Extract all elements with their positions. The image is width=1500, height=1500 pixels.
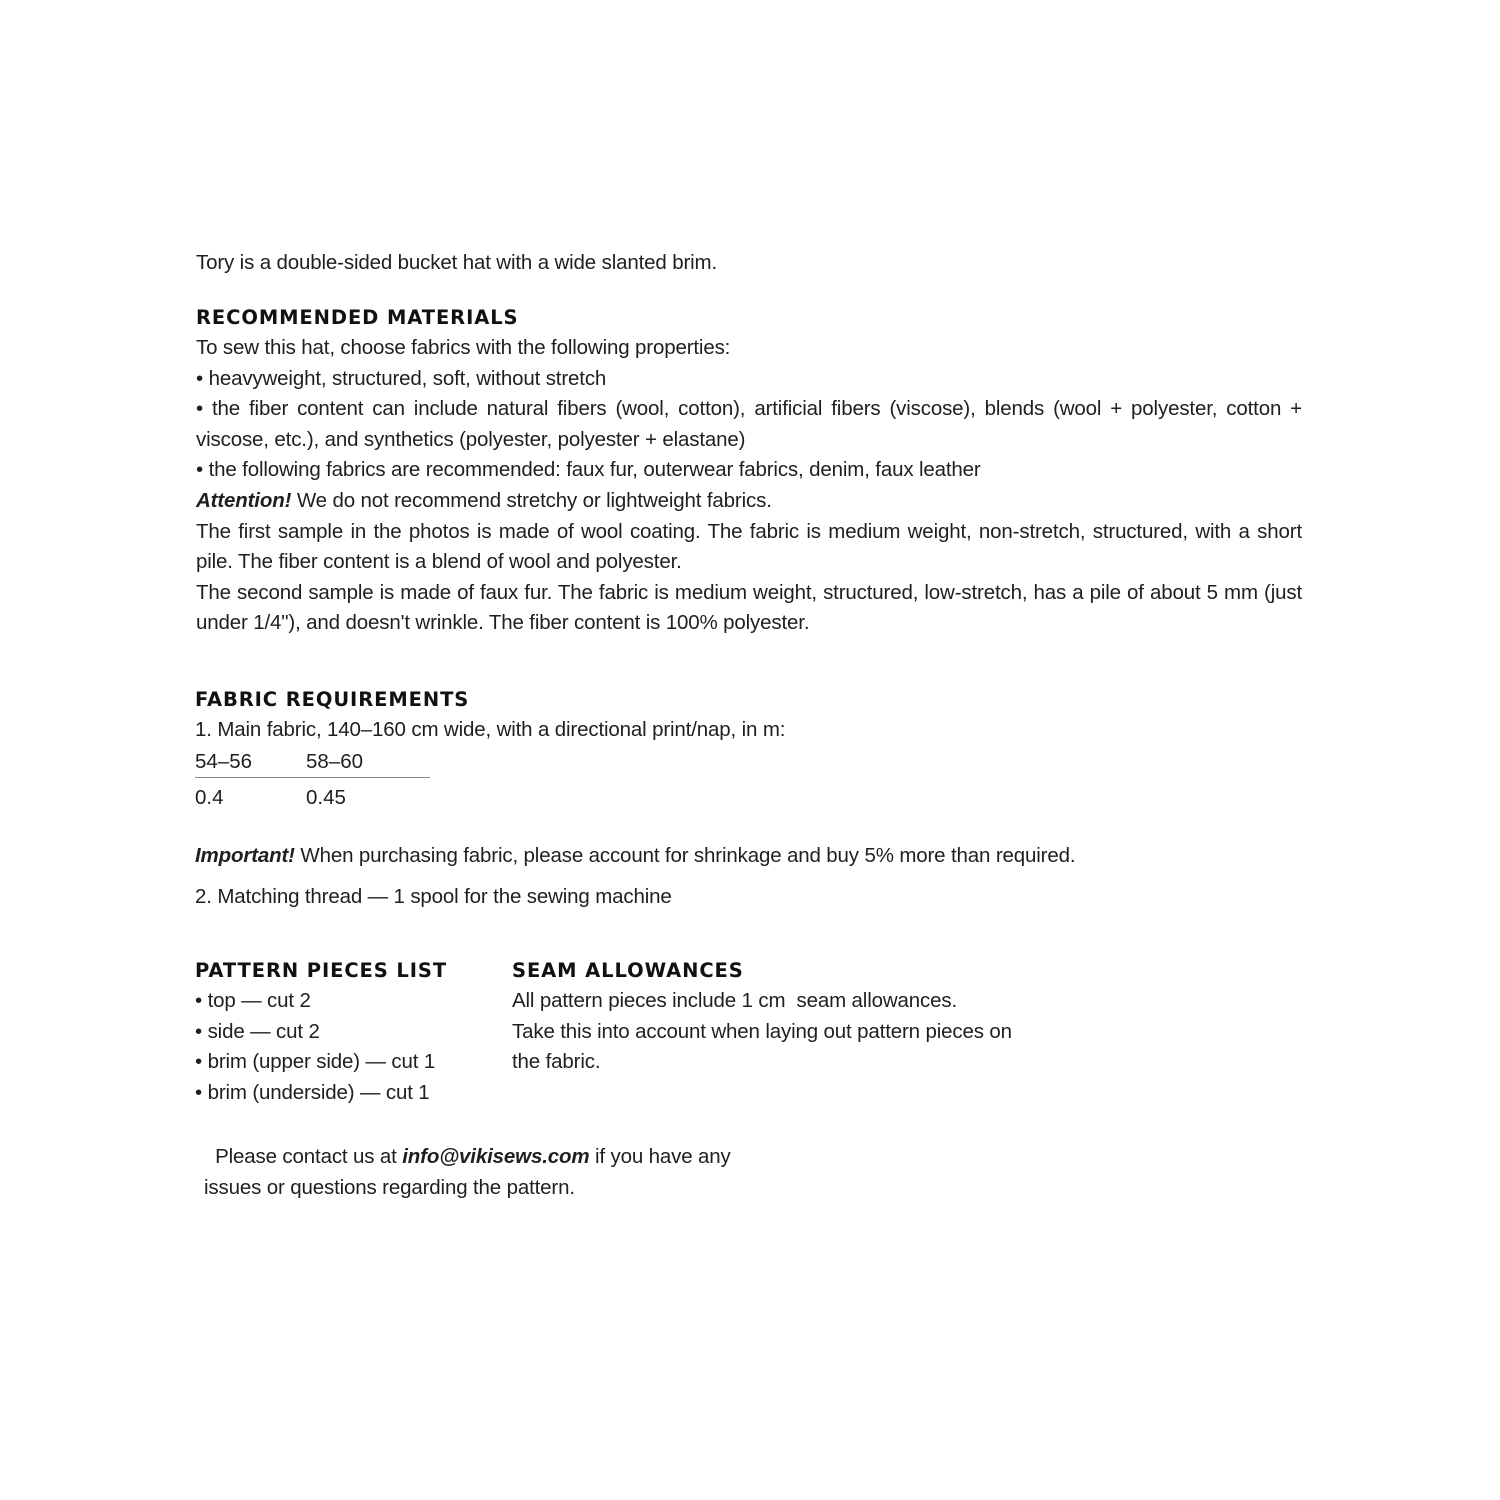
piece-item: • brim (underside) — cut 1 [195, 1080, 430, 1104]
contact-email-link[interactable]: info@vikisews.com [402, 1145, 590, 1168]
thread-text: 2. Matching thread — 1 spool for the sewing machine [195, 885, 672, 908]
materials-heading: RECOMMENDED MATERIALS [196, 306, 519, 329]
size-cell: 54–56 [195, 747, 306, 778]
fabric-size-table [195, 747, 430, 818]
important-text: When purchasing fabric, please account for shrinkage and buy 5% more than required. [294, 844, 1076, 867]
sample1-line1: The first sample in the photos is made of wool coating. The fabric is medium weight, non-stretch, structured, with a short [196, 519, 1302, 543]
contact-before: Please contact us at [204, 1145, 403, 1168]
sample2-line2: under 1/4"), and doesn't wrinkle. The fiber content is 100% polyester. [196, 611, 810, 635]
seams-line: All pattern pieces include 1 cm seam allowances. [512, 989, 958, 1012]
amount-cell: 0.45 [306, 785, 346, 809]
seams-heading: SEAM ALLOWANCES [512, 959, 744, 982]
materials-bullet-fabrics: • the following fabrics are recommended: faux fur, outerwear fabrics, denim, faux leather [196, 458, 981, 482]
fabric-heading: FABRIC REQUIREMENTS [195, 688, 470, 711]
important-note [195, 841, 1301, 872]
size-header-row [195, 747, 430, 778]
important-label: Important! [195, 844, 295, 867]
contact-after: if you have any [589, 1145, 731, 1168]
sample1-line2: pile. The fiber content is a blend of wool and polyester. [196, 550, 682, 574]
pattern-pieces-section [195, 956, 495, 1108]
recommended-materials-section [196, 303, 1302, 639]
materials-bullet-fiber-line2: viscose, etc.), and synthetics (polyester, polyester + elastane) [196, 427, 746, 451]
main-fabric-text: 1. Main fabric, 140–160 cm wide, with a directional print/nap, in m: [195, 718, 786, 741]
size-cell: 58–60 [306, 747, 430, 778]
contact-section [204, 1142, 764, 1203]
piece-item: • top — cut 2 [195, 989, 311, 1012]
seam-allowances-section [512, 956, 1052, 1078]
amount-cell: 0.4 [195, 785, 224, 809]
materials-bullet-weight: • heavyweight, structured, soft, without stretch [196, 366, 607, 390]
seams-line: the fabric. [512, 1050, 601, 1074]
attention-text: We do not recommend stretchy or lightweight fabrics. [291, 488, 772, 512]
piece-item: • brim (upper side) — cut 1 [195, 1050, 436, 1074]
materials-bullet-fiber-line1: • the fiber content can include natural fibers (wool, cotton), artificial fibers (viscose), blends (wool + polyester, cotton + [196, 397, 1302, 421]
contact-line1 [204, 1142, 764, 1173]
seams-line: Take this into account when laying out pattern pieces on [512, 1019, 1012, 1043]
sample2-line1: The second sample is made of faux fur. The fabric is medium weight, structured, low-stretch, has a pile of about 5 mm (just [196, 580, 1302, 604]
fabric-requirements-section [195, 685, 1301, 818]
amount-row [195, 777, 430, 818]
piece-item: • side — cut 2 [195, 1019, 320, 1043]
attention-note [196, 486, 1302, 517]
contact-line2: issues or questions regarding the pattern. [204, 1175, 575, 1199]
intro-text: Tory is a double-sided bucket hat with a wide slanted brim. [196, 251, 718, 274]
pieces-heading: PATTERN PIECES LIST [195, 959, 448, 982]
materials-lead: To sew this hat, choose fabrics with the following properties: [196, 336, 731, 359]
attention-label: Attention! [196, 488, 292, 512]
